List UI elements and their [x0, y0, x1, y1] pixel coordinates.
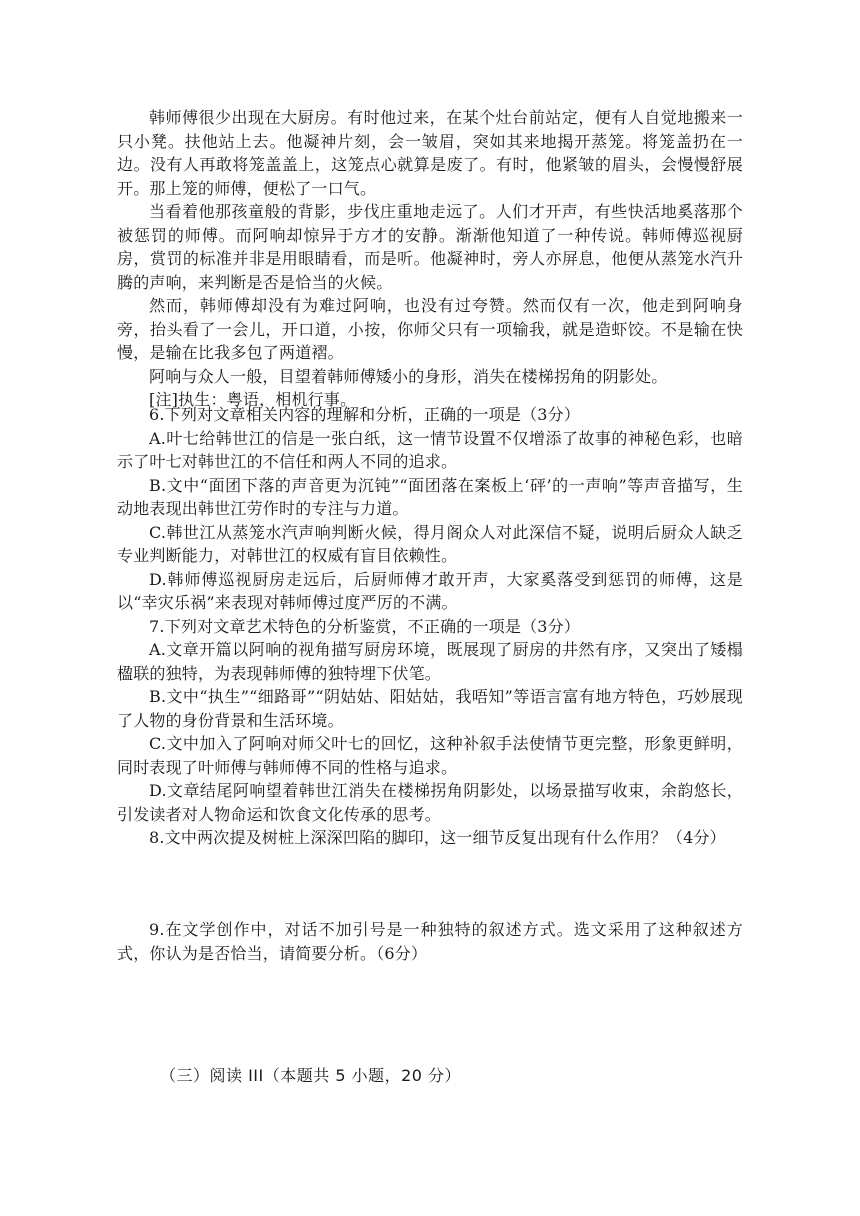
question-6-option-c: C.韩世江从蒸笼水汽声响判断火候，得月阁众人对此深信不疑，说明后厨众人缺乏专业判断能力，对韩世江的权威有盲目依赖性。	[117, 522, 743, 565]
story-excerpt	[117, 106, 743, 412]
question-7-option-b: B.文中“执生”“细路哥”“阴姑姑、阳姑姑，我唔知”等语言富有地方特色，巧妙展现了人物的身份背景和生活环境。	[117, 687, 743, 730]
story-paragraph-2: 当看着他那孩童般的背影，步伐庄重地走远了。人们才开声，有些快活地奚落那个被惩罚的师傅。而阿响却惊异于方才的安静。渐渐他知道了一种传说。韩师傅巡视厨房，赏罚的标准并非是用眼睛看，而是听。他凝神时，旁人亦屏息，他便从蒸笼水汽升腾的声响，来判断是否是恰当的火候。	[117, 202, 743, 292]
question-9: 9.在文学创作中，对话不加引号是一种独特的叙述方式。选文采用了这种叙述方式，你认为是否恰当，请简要分析。（6分）	[117, 920, 743, 963]
question-7-option-d: D.文章结尾阿响望着韩世江消失在楼梯拐角阴影处，以场景描写收束，余韵悠长，引发读者对人物命运和饮食文化传承的思考。	[117, 781, 743, 824]
questions-6-8	[117, 403, 743, 850]
story-note: [注]执生：粤语，相机行事。	[149, 390, 357, 409]
question-8: 8.文中两次提及树桩上深深凹陷的脚印，这一细节反复出现有什么作用？（4分）	[149, 828, 726, 847]
question-7-option-c: C.文中加入了阿响对师父叶七的回忆，这种补叙手法使情节更完整，形象更鲜明，同时表现了叶师傅与韩师傅不同的性格与追求。	[117, 734, 743, 777]
story-paragraph-4: 阿响与众人一般，目望着韩师傅矮小的身形，消失在楼梯拐角的阴影处。	[149, 366, 668, 386]
question-7-option-a: A.文章开篇以阿响的视角描写厨房环境，既展现了厨房的井然有序，又突出了矮榻楹联的独特，为表现韩师傅的独特埋下伏笔。	[117, 640, 743, 683]
question-6-option-d: D.韩师傅巡视厨房走远后，后厨师傅才敢开声，大家奚落受到惩罚的师傅，这是以“幸灾乐祸”来表现对韩师傅过度严厉的不满。	[117, 569, 743, 612]
question-6-option-b: B.文中“面团下落的声音更为沉钝”“面团落在案板上‘砰’的一声响”等声音描写，生动地表现出韩世江劳作时的专注与力道。	[117, 475, 743, 518]
question-7-stem: 7.下列对文章艺术特色的分析鉴赏，不正确的一项是（3分）	[149, 616, 581, 636]
section-title: （三）阅读 III（本题共 5 小题，20 分）	[160, 1066, 462, 1085]
story-paragraph-3: 然而，韩师傅却没有为难过阿响，也没有过夸赞。然而仅有一次，他走到阿响身旁，抬头看了一会儿，开口道，小按，你师父只有一项输我，就是造虾饺。不是输在快慢，是输在比我多包了两道褶。	[117, 296, 743, 362]
question-9-block	[117, 918, 743, 965]
question-6-option-a: A.叶七给韩世江的信是一张白纸，这一情节设置不仅增添了故事的神秘色彩，也暗示了叶七对韩世江的不信任和两人不同的追求。	[117, 428, 743, 471]
story-paragraph-1: 韩师傅很少出现在大厨房。有时他过来，在某个灶台前站定，便有人自觉地搬来一只小凳。扶他站上去。他凝神片刻，会一皱眉，突如其来地揭开蒸笼。将笼盖扔在一边。没有人再敢将笼盖盖上，这笼点心就算是废了。有时，他紧皱的眉头，会慢慢舒展开。那上笼的师傅，便松了一口气。	[117, 108, 743, 198]
question-6-stem: 6.下列对文章相关内容的理解和分析，正确的一项是（3分）	[149, 405, 581, 424]
